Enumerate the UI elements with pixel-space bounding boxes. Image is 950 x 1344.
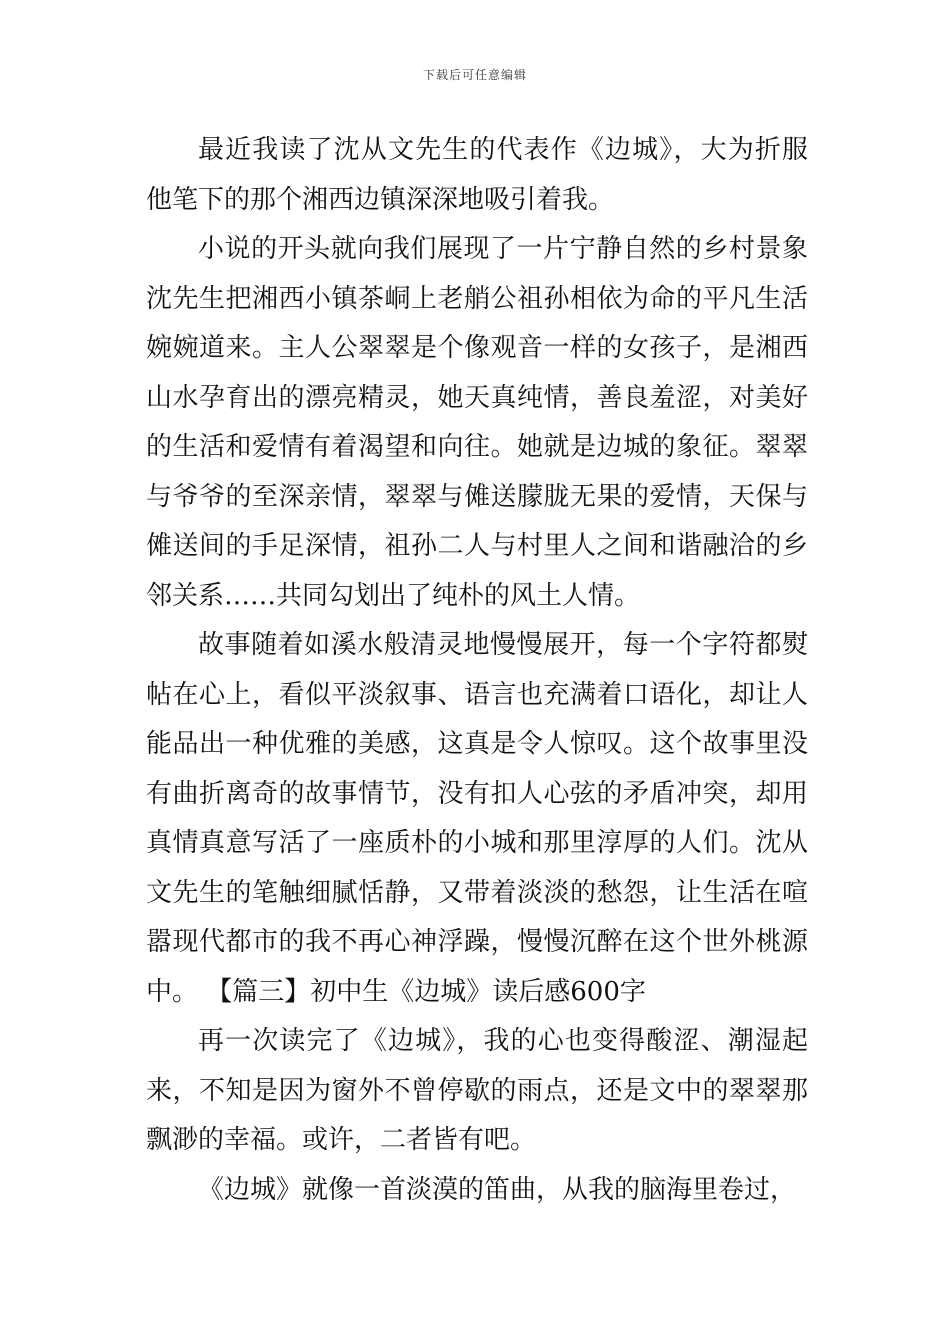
body-text (146, 126, 808, 1215)
paragraph-1: 最近我读了沈从文先生的代表作《边城》，大为折服他笔下的那个湘西边镇深深地吸引着我。 (146, 135, 808, 215)
paragraph-4: 再一次读完了《边城》，我的心也变得酸涩、潮湿起来，不知是因为窗外不曾停歇的雨点，还是文中的翠翠那飘渺的幸福。或许，二者皆有吧。 (146, 1026, 808, 1155)
paragraph-3: 故事随着如溪水般清灵地慢慢展开，每一个字符都熨帖在心上，看似平淡叙事、语言也充满着口语化，却让人能品出一种优雅的美感，这真是令人惊叹。这个故事里没有曲折离奇的故事情节，没有扣人心弦的矛盾冲突，却用真情真意写活了一座质朴的小城和那里淳厚的人们。沈从文先生的笔触细腻恬静，又带着淡淡的愁怨，让生活在喧嚣现代都市的我不再心神浮躁，慢慢沉醉在这个世外桃源中。 【篇三】初中生《边城》读后感600字 (146, 630, 808, 1007)
paragraph-2: 小说的开头就向我们展现了一片宁静自然的乡村景象沈先生把湘西小镇茶峒上老艄公祖孙相依为命的平凡生活婉婉道来。主人公翠翠是个像观音一样的女孩子，是湘西山水孕育出的漂亮精灵，她天真纯情，善良羞涩，对美好的生活和爱情有着渴望和向往。她就是边城的象征。翠翠与爷爷的至深亲情，翠翠与傩送朦胧无果的爱情，天保与傩送间的手足深情，祖孙二人与村里人之间和谐融洽的乡邻关系……共同勾划出了纯朴的风土人情。 (146, 234, 808, 611)
header-note: 下载后可任意编辑 (422, 68, 527, 82)
paragraph-5: 《边城》就像一首淡漠的笛曲，从我的脑海里卷过， (198, 1174, 797, 1205)
